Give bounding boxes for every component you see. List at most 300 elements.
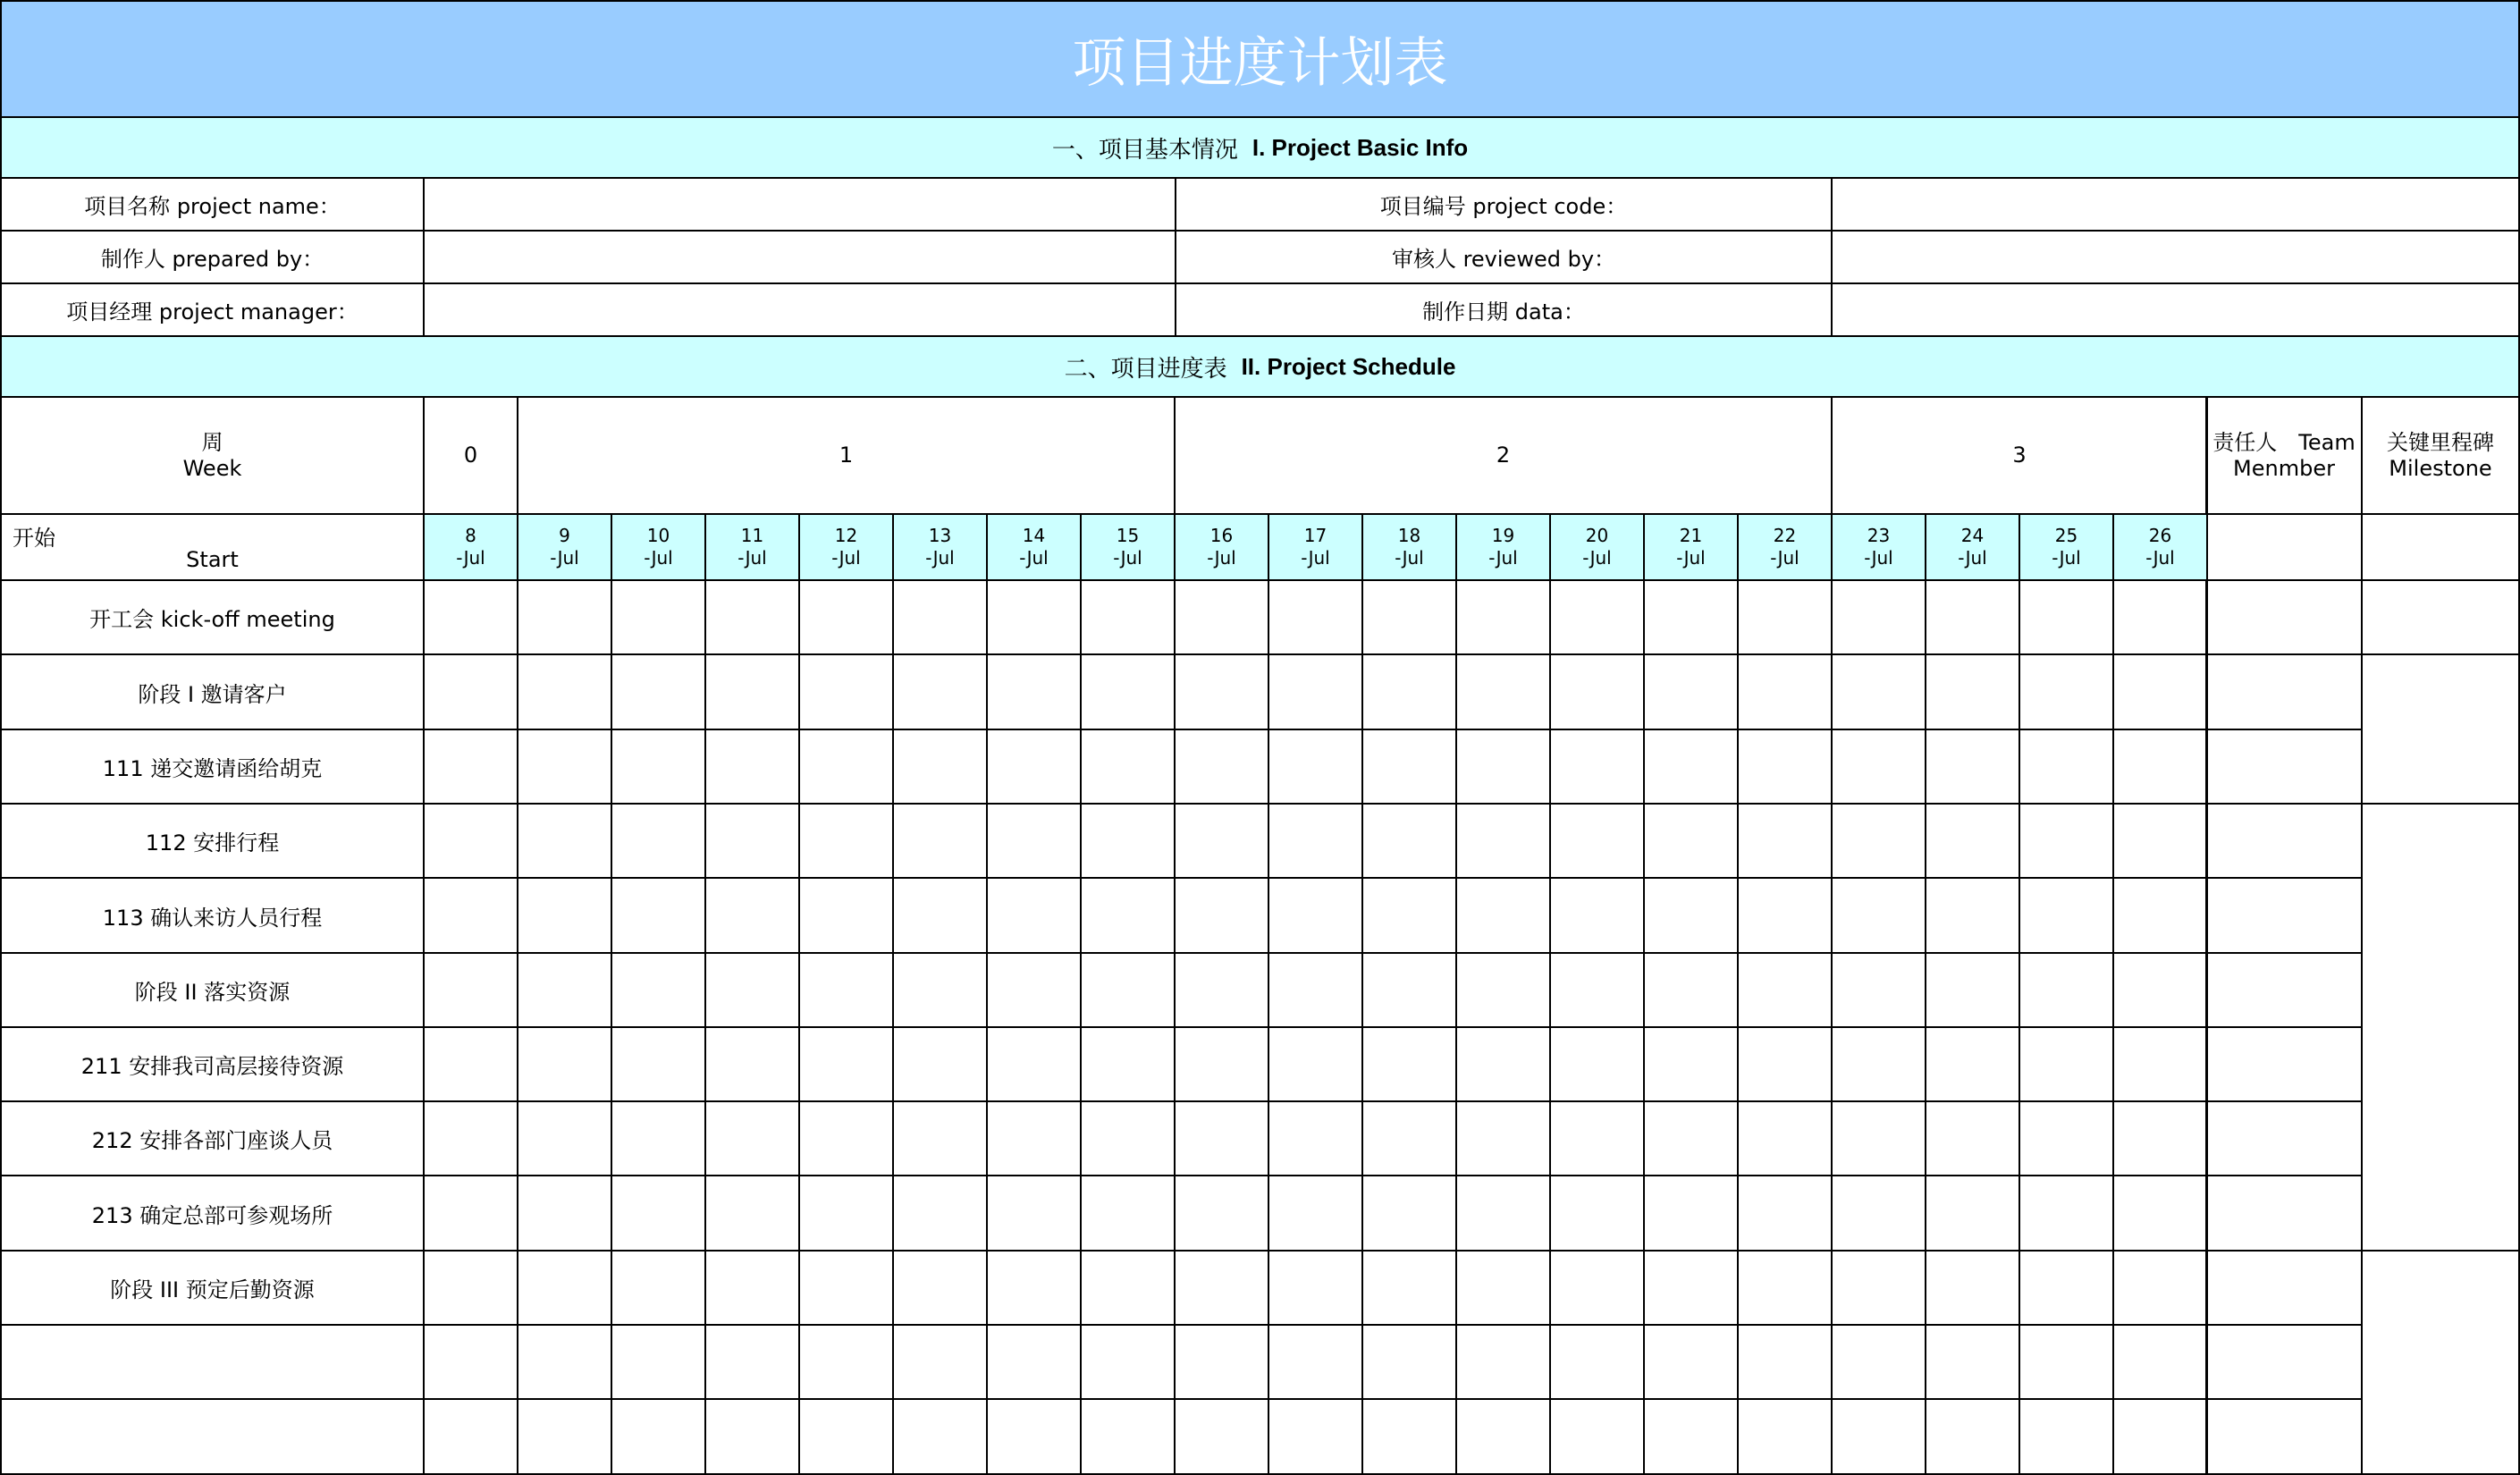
schedule-grid-cell[interactable] [704,729,800,805]
schedule-grid-cell[interactable] [1925,729,2020,805]
date-header-cell [892,513,988,581]
schedule-grid-cell[interactable] [1455,1398,1551,1475]
date-month: -Jul [925,547,955,569]
schedule-grid-cell[interactable] [1174,653,1269,730]
schedule-grid-cell[interactable] [1643,729,1739,805]
schedule-grid-cell[interactable] [1549,952,1645,1028]
schedule-grid-cell[interactable] [611,1250,706,1326]
schedule-grid-cell[interactable] [1643,579,1739,655]
schedule-grid-cell[interactable] [986,877,1082,954]
milestone-cell[interactable] [2361,653,2520,805]
schedule-grid-cell[interactable] [1737,729,1833,805]
schedule-grid-cell[interactable] [798,877,894,954]
schedule-grid-cell[interactable] [1455,1100,1551,1176]
schedule-grid-cell[interactable] [1831,803,1926,879]
date-header-cell [423,513,518,581]
schedule-grid-cell[interactable] [2112,1250,2208,1326]
schedule-grid-cell[interactable] [704,653,800,730]
schedule-grid-cell[interactable] [1455,579,1551,655]
schedule-grid-cell[interactable] [2112,729,2208,805]
date-header-cell [1174,513,1269,581]
schedule-grid-cell[interactable] [2019,1324,2114,1400]
schedule-grid-cell[interactable] [1737,1100,1833,1176]
date-day: 9 [559,525,570,546]
schedule-grid-cell[interactable] [2019,1100,2114,1176]
schedule-grid-cell[interactable] [2019,1398,2114,1475]
schedule-grid-cell[interactable] [2112,1175,2208,1252]
start-label-en: Start [186,547,239,572]
schedule-grid-cell[interactable] [892,1398,988,1475]
schedule-grid-cell[interactable] [1080,729,1176,805]
schedule-grid-cell[interactable] [798,579,894,655]
date-month: -Jul [1582,547,1612,569]
schedule-grid-cell[interactable] [2112,1026,2208,1102]
schedule-grid-cell[interactable] [892,1250,988,1326]
schedule-grid-cell[interactable] [423,803,518,879]
schedule-grid-cell[interactable] [1737,653,1833,730]
schedule-grid-cell[interactable] [1455,1026,1551,1102]
date-header-cell [1925,513,2020,581]
schedule-grid-cell[interactable] [986,1100,1082,1176]
schedule-grid-cell[interactable] [1361,1250,1457,1326]
schedule-grid-cell[interactable] [517,803,612,879]
schedule-grid-cell[interactable] [798,653,894,730]
team-member-cell[interactable] [2205,729,2363,805]
prepared-by-label: 制作人 prepared by： [0,230,425,284]
schedule-grid-cell[interactable] [1925,1398,2020,1475]
schedule-grid-cell[interactable] [986,653,1082,730]
team-member-header: 责任人 Team Menmber [2205,396,2363,515]
schedule-grid-cell[interactable] [1361,1100,1457,1176]
schedule-grid-cell[interactable] [1174,579,1269,655]
schedule-grid-cell[interactable] [704,952,800,1028]
team-member-cell[interactable] [2205,877,2363,954]
team-member-cell[interactable] [2205,803,2363,879]
schedule-grid-cell[interactable] [1549,729,1645,805]
schedule-grid-cell[interactable] [1831,952,1926,1028]
schedule-grid-cell[interactable] [1643,803,1739,879]
schedule-grid-cell[interactable] [986,1250,1082,1326]
schedule-grid-cell[interactable] [611,1398,706,1475]
schedule-grid-cell[interactable] [611,729,706,805]
schedule-grid-cell[interactable] [1174,1250,1269,1326]
schedule-grid-cell[interactable] [1549,1175,1645,1252]
schedule-grid-cell[interactable] [1268,653,1363,730]
schedule-grid-cell[interactable] [2019,1250,2114,1326]
date-day: 24 [1960,525,1985,546]
schedule-grid-cell[interactable] [1268,729,1363,805]
schedule-grid-cell[interactable] [1925,1324,2020,1400]
schedule-grid-cell[interactable] [423,1175,518,1252]
schedule-grid-cell[interactable] [1925,877,2020,954]
date-month: -Jul [1864,547,1893,569]
schedule-grid-cell[interactable] [1737,1175,1833,1252]
date-day: 16 [1209,525,1234,546]
schedule-grid-cell[interactable] [1831,1175,1926,1252]
schedule-grid-cell[interactable] [1080,803,1176,879]
schedule-grid-cell[interactable] [1925,952,2020,1028]
date-day: 12 [834,525,858,546]
schedule-grid-cell[interactable] [1925,803,2020,879]
schedule-grid-cell[interactable] [1361,1026,1457,1102]
schedule-grid-cell[interactable] [517,653,612,730]
team-member-cell[interactable] [2205,579,2363,655]
team-member-cell[interactable] [2205,1175,2363,1252]
task-name-cell: 211 安排我司高层接待资源 [0,1026,425,1102]
schedule-grid-cell[interactable] [798,1175,894,1252]
schedule-grid-cell[interactable] [892,729,988,805]
week-label-en: Week [182,455,242,481]
milestone-cell[interactable] [2361,803,2520,1252]
task-name-cell: 213 确定总部可参观场所 [0,1175,425,1252]
schedule-grid-cell[interactable] [1925,1026,2020,1102]
schedule-grid-cell[interactable] [2019,952,2114,1028]
schedule-grid-cell[interactable] [986,579,1082,655]
date-day: 21 [1679,525,1703,546]
schedule-grid-cell[interactable] [892,653,988,730]
schedule-grid-cell[interactable] [704,1100,800,1176]
schedule-grid-cell[interactable] [1737,803,1833,879]
schedule-grid-cell[interactable] [611,579,706,655]
date-header-cell [986,513,1082,581]
schedule-grid-cell[interactable] [704,1398,800,1475]
schedule-grid-cell[interactable] [1455,803,1551,879]
schedule-grid-cell[interactable] [2112,579,2208,655]
date-field[interactable] [1831,282,2520,337]
schedule-grid-cell[interactable] [1080,653,1176,730]
reviewed-by-label: 审核人 reviewed by： [1175,230,1833,284]
schedule-grid-cell[interactable] [1361,579,1457,655]
date-day: 17 [1303,525,1327,546]
schedule-grid-cell[interactable] [1455,729,1551,805]
date-header-cell [2112,513,2208,581]
schedule-grid-cell[interactable] [986,1026,1082,1102]
team-member-date-cell [2205,513,2363,581]
schedule-grid-cell[interactable] [1831,653,1926,730]
schedule-grid-cell[interactable] [611,1100,706,1176]
schedule-grid-cell[interactable] [986,1398,1082,1475]
schedule-grid-cell[interactable] [1268,1250,1363,1326]
schedule-grid-cell[interactable] [1455,877,1551,954]
schedule-grid-cell[interactable] [2112,1398,2208,1475]
schedule-grid-cell[interactable] [2112,877,2208,954]
schedule-grid-cell[interactable] [1643,1175,1739,1252]
team-member-cell[interactable] [2205,1026,2363,1102]
schedule-grid-cell[interactable] [1831,579,1926,655]
schedule-grid-cell[interactable] [1080,1324,1176,1400]
date-day: 22 [1773,525,1797,546]
schedule-grid-cell[interactable] [1361,952,1457,1028]
schedule-grid-cell[interactable] [798,1250,894,1326]
schedule-grid-cell[interactable] [892,803,988,879]
schedule-grid-cell[interactable] [611,1324,706,1400]
schedule-grid-cell[interactable] [1549,579,1645,655]
schedule-grid-cell[interactable] [1361,877,1457,954]
schedule-grid-cell[interactable] [1268,1324,1363,1400]
date-header-cell [1737,513,1833,581]
schedule-grid-cell[interactable] [1174,1026,1269,1102]
date-day: 18 [1397,525,1421,546]
schedule-grid-cell[interactable] [2112,1100,2208,1176]
schedule-grid-cell[interactable] [1174,729,1269,805]
schedule-grid-cell[interactable] [892,1026,988,1102]
schedule-grid-cell[interactable] [517,952,612,1028]
project-name-field[interactable] [423,177,1176,232]
week-number-cell: 2 [1174,396,1833,515]
task-name-cell: 113 确认来访人员行程 [0,877,425,954]
schedule-grid-cell[interactable] [1643,1250,1739,1326]
schedule-grid-cell[interactable] [986,1324,1082,1400]
schedule-grid-cell[interactable] [1643,1026,1739,1102]
schedule-grid-cell[interactable] [1174,952,1269,1028]
schedule-grid-cell[interactable] [2019,1175,2114,1252]
milestone-cell[interactable] [2361,579,2520,655]
task-name-cell: 阶段 I 邀请客户 [0,653,425,730]
schedule-grid-cell[interactable] [1549,1026,1645,1102]
schedule-grid-cell[interactable] [1080,877,1176,954]
schedule-grid-cell[interactable] [1643,1100,1739,1176]
team-member-cell[interactable] [2205,653,2363,730]
schedule-grid-cell[interactable] [1080,1026,1176,1102]
schedule-grid-cell[interactable] [2019,1026,2114,1102]
schedule-grid-cell[interactable] [423,729,518,805]
schedule-grid-cell[interactable] [1268,877,1363,954]
schedule-grid-cell[interactable] [2112,1324,2208,1400]
task-name-cell [0,1324,425,1400]
team-member-cell[interactable] [2205,1100,2363,1176]
schedule-grid-cell[interactable] [1455,1250,1551,1326]
schedule-grid-cell[interactable] [1549,877,1645,954]
schedule-grid-cell[interactable] [986,803,1082,879]
schedule-grid-cell[interactable] [1831,729,1926,805]
project-code-field[interactable] [1831,177,2520,232]
schedule-grid-cell[interactable] [986,952,1082,1028]
schedule-grid-cell[interactable] [986,729,1082,805]
schedule-grid-cell[interactable] [1549,1250,1645,1326]
schedule-grid-cell[interactable] [1268,952,1363,1028]
schedule-grid-cell[interactable] [704,803,800,879]
schedule-grid-cell[interactable] [611,877,706,954]
date-header-cell [1268,513,1363,581]
schedule-grid-cell[interactable] [1925,1100,2020,1176]
schedule-grid-cell[interactable] [2019,877,2114,954]
schedule-grid-cell[interactable] [1174,1398,1269,1475]
schedule-grid-cell[interactable] [1080,1250,1176,1326]
schedule-grid-cell[interactable] [1268,1100,1363,1176]
schedule-grid-cell[interactable] [517,579,612,655]
schedule-grid-cell[interactable] [423,877,518,954]
date-header-cell [517,513,612,581]
schedule-grid-cell[interactable] [1831,1250,1926,1326]
schedule-grid-cell[interactable] [704,1324,800,1400]
team-member-cell[interactable] [2205,1324,2363,1400]
schedule-grid-cell[interactable] [1643,1398,1739,1475]
schedule-grid-cell[interactable] [704,1026,800,1102]
schedule-grid-cell[interactable] [1361,729,1457,805]
schedule-grid-cell[interactable] [517,1026,612,1102]
date-month: -Jul [1301,547,1330,569]
task-name-cell: 阶段 III 预定后勤资源 [0,1250,425,1326]
schedule-grid-cell[interactable] [1737,1250,1833,1326]
schedule-grid-cell[interactable] [798,952,894,1028]
schedule-grid-cell[interactable] [1080,952,1176,1028]
project-manager-field[interactable] [423,282,1176,337]
schedule-grid-cell[interactable] [1737,579,1833,655]
schedule-grid-cell[interactable] [1831,1398,1926,1475]
schedule-grid-cell[interactable] [1455,1324,1551,1400]
schedule-grid-cell[interactable] [1737,952,1833,1028]
date-header-cell [1549,513,1645,581]
team-member-cell[interactable] [2205,952,2363,1028]
schedule-grid-cell[interactable] [798,1324,894,1400]
schedule-grid-cell[interactable] [1831,1026,1926,1102]
schedule-grid-cell[interactable] [1080,1175,1176,1252]
schedule-grid-cell[interactable] [1737,1398,1833,1475]
schedule-grid-cell[interactable] [423,653,518,730]
schedule-grid-cell[interactable] [1643,653,1739,730]
schedule-heading-zh: 二、项目进度表 [1064,355,1227,383]
team-member-cell[interactable] [2205,1250,2363,1326]
schedule-grid-cell[interactable] [423,1324,518,1400]
schedule-grid-cell[interactable] [1549,653,1645,730]
schedule-grid-cell[interactable] [2112,952,2208,1028]
schedule-grid-cell[interactable] [1361,653,1457,730]
schedule-grid-cell[interactable] [1268,803,1363,879]
schedule-grid-cell[interactable] [1737,877,1833,954]
schedule-grid-cell[interactable] [1643,1324,1739,1400]
schedule-grid-cell[interactable] [1549,1324,1645,1400]
schedule-grid-cell[interactable] [611,803,706,879]
schedule-grid-cell[interactable] [611,653,706,730]
schedule-grid-cell[interactable] [1268,1026,1363,1102]
date-month: -Jul [1395,547,1424,569]
schedule-grid-cell[interactable] [423,1100,518,1176]
schedule-grid-cell[interactable] [704,877,800,954]
schedule-grid-cell[interactable] [1831,1100,1926,1176]
milestone-header [2361,396,2520,515]
schedule-grid-cell[interactable] [892,1100,988,1176]
schedule-grid-cell[interactable] [1080,1100,1176,1176]
schedule-grid-cell[interactable] [1174,1100,1269,1176]
schedule-grid-cell[interactable] [1174,877,1269,954]
task-name-cell: 阶段 II 落实资源 [0,952,425,1028]
team-member-cell[interactable] [2205,1398,2363,1475]
start-label-zh: 开始 [13,526,55,551]
date-month: -Jul [2145,547,2175,569]
schedule-grid-cell[interactable] [798,1398,894,1475]
schedule-grid-cell[interactable] [1737,1324,1833,1400]
schedule-grid-cell[interactable] [1925,1175,2020,1252]
schedule-grid-cell[interactable] [517,1250,612,1326]
schedule-grid-cell[interactable] [798,803,894,879]
schedule-grid-cell[interactable] [1268,1398,1363,1475]
schedule-grid-cell[interactable] [1268,1175,1363,1252]
schedule-heading [0,335,2520,398]
schedule-grid-cell[interactable] [892,952,988,1028]
schedule-grid-cell[interactable] [798,1026,894,1102]
schedule-grid-cell[interactable] [2112,653,2208,730]
schedule-grid-cell[interactable] [517,1175,612,1252]
schedule-grid-cell[interactable] [1361,1175,1457,1252]
schedule-grid-cell[interactable] [1361,1398,1457,1475]
schedule-grid-cell[interactable] [1549,1398,1645,1475]
schedule-grid-cell[interactable] [892,877,988,954]
schedule-grid-cell[interactable] [1831,877,1926,954]
date-header-cell [1643,513,1739,581]
schedule-grid-cell[interactable] [1737,1026,1833,1102]
schedule-grid-cell[interactable] [1643,952,1739,1028]
schedule-grid-cell[interactable] [1455,1175,1551,1252]
schedule-grid-cell[interactable] [517,1100,612,1176]
schedule-grid-cell[interactable] [892,579,988,655]
schedule-grid-cell[interactable] [423,952,518,1028]
schedule-grid-cell[interactable] [1925,579,2020,655]
schedule-grid-cell[interactable] [704,1175,800,1252]
schedule-grid-cell[interactable] [2019,803,2114,879]
schedule-grid-cell[interactable] [423,1398,518,1475]
date-header-cell [2019,513,2114,581]
schedule-grid-cell[interactable] [798,1100,894,1176]
schedule-grid-cell[interactable] [2112,803,2208,879]
schedule-grid-cell[interactable] [517,729,612,805]
schedule-heading-en: II. Project Schedule [1241,352,1456,380]
prepared-by-field[interactable] [423,230,1176,284]
schedule-grid-cell[interactable] [1455,653,1551,730]
reviewed-by-field[interactable] [1831,230,2520,284]
schedule-grid-cell[interactable] [517,1398,612,1475]
schedule-grid-cell[interactable] [704,1250,800,1326]
milestone-cell[interactable] [2361,1250,2520,1475]
schedule-grid-cell[interactable] [611,1026,706,1102]
schedule-grid-cell[interactable] [892,1324,988,1400]
schedule-grid-cell[interactable] [1361,803,1457,879]
basic-info-heading-zh: 一、项目基本情况 [1051,136,1238,164]
schedule-grid-cell[interactable] [1643,877,1739,954]
schedule-grid-cell[interactable] [611,1175,706,1252]
schedule-grid-cell[interactable] [798,729,894,805]
schedule-grid-cell[interactable] [1361,1324,1457,1400]
schedule-grid-cell[interactable] [1925,653,2020,730]
date-day: 10 [646,525,670,546]
schedule-grid-cell[interactable] [1174,1324,1269,1400]
schedule-grid-cell[interactable] [1831,1324,1926,1400]
schedule-grid-cell[interactable] [1455,952,1551,1028]
schedule-grid-cell[interactable] [704,579,800,655]
schedule-grid-cell[interactable] [1549,1100,1645,1176]
schedule-grid-cell[interactable] [1080,1398,1176,1475]
schedule-grid-cell[interactable] [1549,803,1645,879]
schedule-grid-cell[interactable] [423,1250,518,1326]
date-month: -Jul [456,547,485,569]
schedule-grid-cell[interactable] [423,1026,518,1102]
schedule-grid-cell[interactable] [517,1324,612,1400]
schedule-grid-cell[interactable] [1268,579,1363,655]
schedule-grid-cell[interactable] [2019,579,2114,655]
schedule-grid-cell[interactable] [423,579,518,655]
schedule-grid-cell[interactable] [2019,653,2114,730]
schedule-grid-cell[interactable] [1174,1175,1269,1252]
schedule-grid-cell[interactable] [517,877,612,954]
schedule-grid-cell[interactable] [2019,729,2114,805]
schedule-grid-cell[interactable] [1080,579,1176,655]
date-month: -Jul [831,547,861,569]
schedule-grid-cell[interactable] [986,1175,1082,1252]
schedule-grid-cell[interactable] [611,952,706,1028]
schedule-grid-cell[interactable] [1925,1250,2020,1326]
schedule-grid-cell[interactable] [892,1175,988,1252]
date-header-cell [798,513,894,581]
schedule-grid-cell[interactable] [1174,803,1269,879]
